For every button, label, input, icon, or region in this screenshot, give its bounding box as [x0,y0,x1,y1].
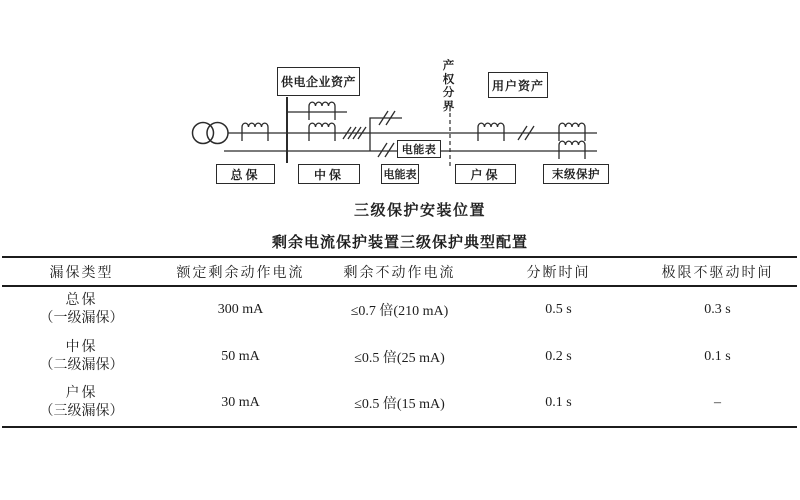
table-row [2,333,797,380]
col-header-breaking-time: 分断时间 [526,265,591,281]
cell-breaking-time: 0.5 s [545,302,572,317]
table-title: 剩余电流保护装置三级保护典型配置 [271,235,528,251]
type-level: （一级漏保） [39,311,124,326]
position-box-middle-protection: 中保 [298,164,360,184]
cell-breaking-time: 0.1 s [545,395,572,410]
diagram-caption: 三级保护安装位置 [353,203,486,219]
col-header-limit-time: 极限不驱动时间 [661,265,774,281]
cell-non-operating-current: ≤0.5 倍(15 mA) [354,397,445,412]
cell-limit-time: – [714,395,721,410]
position-box-household-protection: 户保 [455,164,516,184]
cell-rated-current: 30 mA [221,395,260,410]
table-row [2,380,797,427]
position-box-energy-meter: 电能表 [381,164,419,184]
cell-type [2,286,161,333]
configuration-table-wrap [2,256,797,428]
type-name: 户保 [65,386,98,401]
label-supply-enterprise-assets: 供电企业资产 [277,67,360,96]
type-level: （三级漏保） [39,404,124,419]
cell-limit-time: 0.1 s [704,348,731,364]
cell-type [2,380,161,427]
cell-type [2,333,161,380]
label-user-assets: 用户资产 [488,72,548,98]
label-property-boundary: 产权分界 [442,60,455,113]
col-header-rated-current: 额定剩余动作电流 [176,265,305,281]
cell-limit-time: 0.3 s [704,302,731,317]
type-name: 中保 [65,339,98,355]
label-energy-meter-inline: 电能表 [397,140,441,158]
col-header-leakage-type: 漏保类型 [49,265,114,281]
position-box-end-protection: 末级保护 [543,164,609,184]
table-row [2,286,797,333]
table-header-row [2,257,797,286]
cell-non-operating-current: ≤0.7 倍(210 mA) [350,304,449,319]
type-level: （二级漏保） [39,357,124,373]
circuit-graphic [0,0,800,230]
cell-breaking-time: 0.2 s [545,348,572,364]
type-name: 总保 [65,293,98,308]
transformer-icon [193,123,229,144]
col-header-non-operating-current: 剩余不动作电流 [343,265,456,281]
protection-configuration-table [2,256,797,428]
protection-installation-diagram [0,0,800,230]
position-box-main-protection: 总保 [216,164,275,184]
cell-non-operating-current: ≤0.5 倍(25 mA) [354,350,445,366]
cell-rated-current: 300 mA [217,302,264,317]
cell-rated-current: 50 mA [221,348,260,364]
